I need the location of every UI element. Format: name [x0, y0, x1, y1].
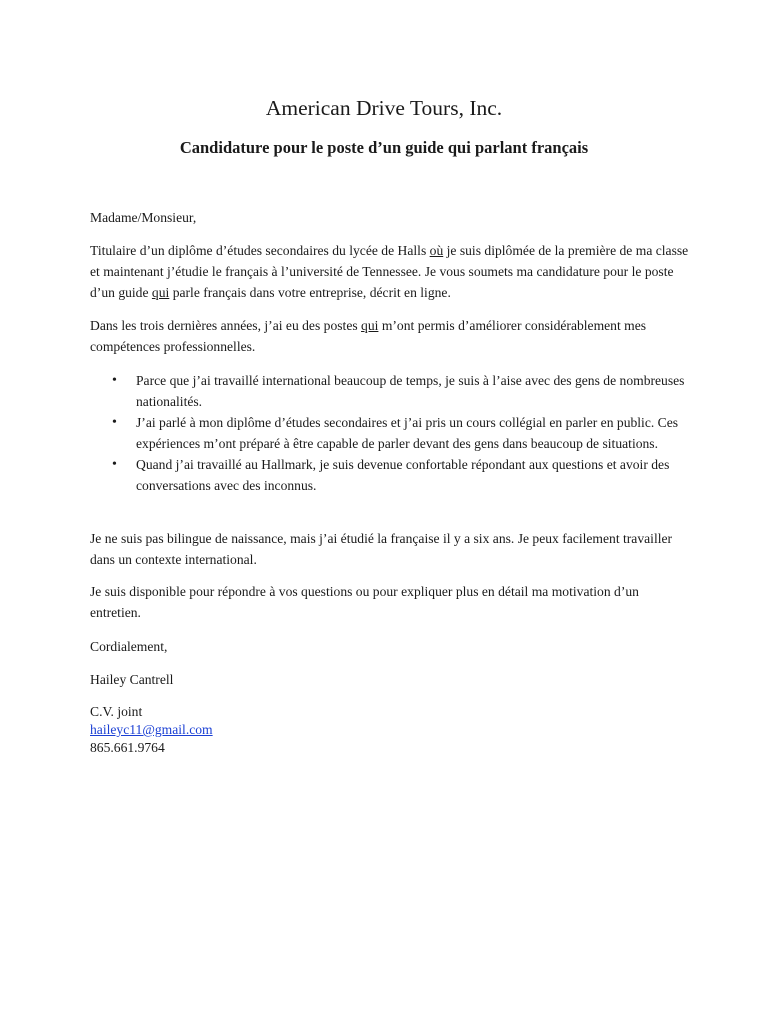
experience-list [90, 370, 690, 496]
paragraph-intro-part: parle français dans votre entreprise, décrit en ligne. [169, 285, 451, 300]
underlined-word: où [429, 243, 444, 258]
closing: Cordialement, [90, 639, 168, 654]
list-item: • Quand j’ai travaillé au Hallmark, je suis devenue confortable répondant aux questions et avoir des conversations avec des inconnus. [90, 454, 690, 496]
paragraph-experience-part: m’ont permis d’améliorer considérablement mes compétences professionnelles. [90, 318, 647, 354]
company-title: American Drive Tours, Inc. [265, 96, 503, 120]
paragraph-intro-part: Titulaire d’un diplôme d’études secondaires du lycée de Halls [90, 243, 430, 258]
list-item: • J’ai parlé à mon diplôme d’études secondaires et j’ai pris un cours collégial en parler en public. Ces expériences m’ont préparé à être capable de parler devant des gens dans beaucoup de situations. [90, 412, 690, 454]
contact-block [90, 703, 213, 757]
attachment-note: C.V. joint [90, 704, 143, 719]
phone-number: 865.661.9764 [90, 740, 165, 755]
paragraph-experience-part: Dans les trois dernières années, j’ai eu des postes [90, 318, 362, 333]
underlined-word: qui [151, 285, 170, 300]
list-item: • Parce que j’ai travaillé international beaucoup de temps, je suis à l’aise avec des gens de nombreuses nationalités. [90, 370, 690, 412]
paragraph-experience [90, 315, 690, 357]
paragraph-intro-part: je suis diplômée de la première de ma classe et maintenant j’étudie le français à l’université de Tennessee. Je vous soumets ma candidature pour le poste d’un guide [90, 243, 689, 300]
email-link[interactable]: haileyc11@gmail.com [90, 722, 213, 737]
paragraph-availability: Je suis disponible pour répondre à vos questions ou pour expliquer plus en détail ma motivation d’un entretien. [90, 584, 639, 620]
paragraph-language: Je ne suis pas bilingue de naissance, mais j’ai étudié la française il y a six ans. Je peux facilement travailler dans un contexte international. [90, 531, 673, 567]
signature-name: Hailey Cantrell [90, 672, 174, 687]
letter-subject: Candidature pour le poste d’un guide qui parlant français [179, 138, 589, 157]
greeting: Madame/Monsieur, [90, 210, 197, 225]
paragraph-intro [90, 240, 690, 303]
underlined-word: qui [361, 318, 379, 333]
